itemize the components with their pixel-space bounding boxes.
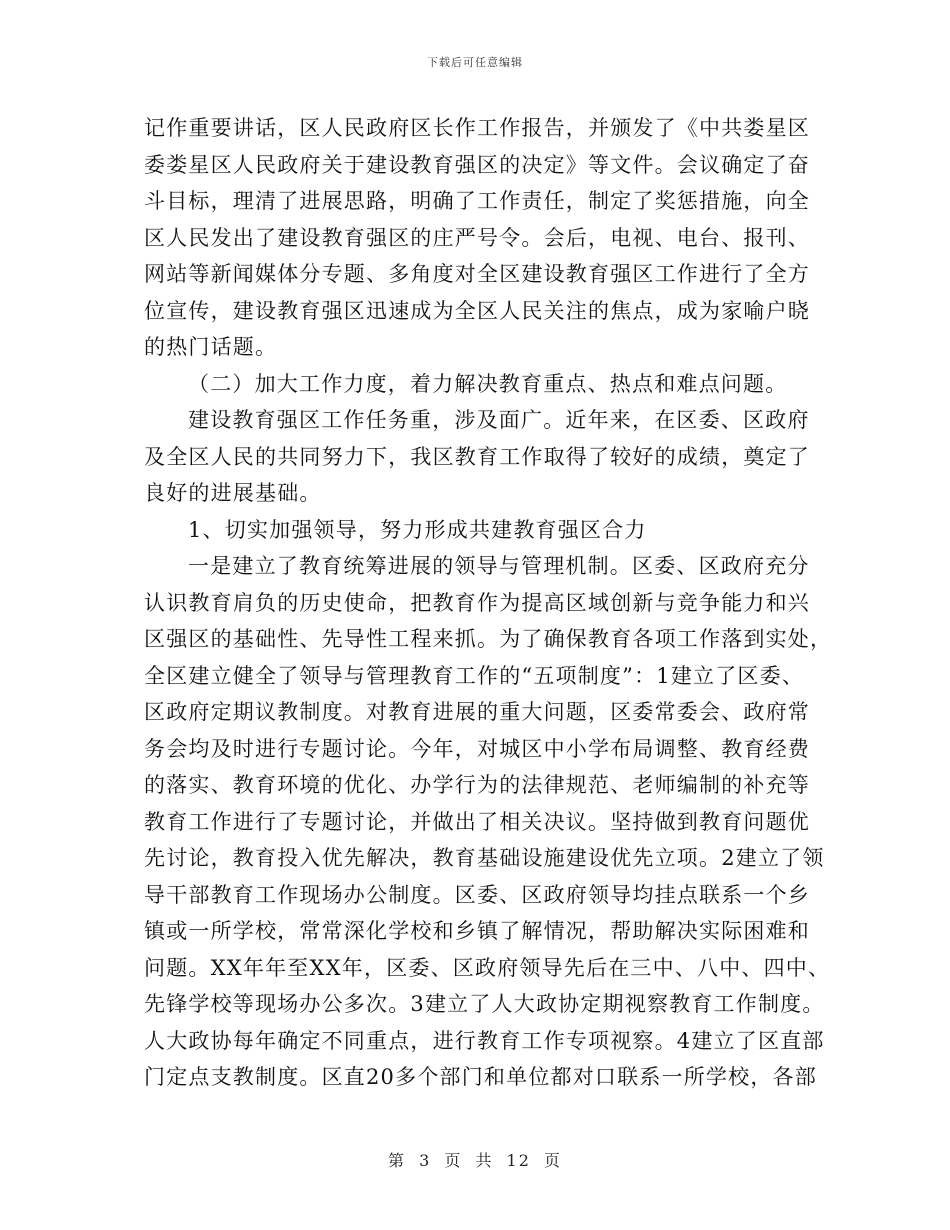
paragraph-line: 的落实、教育环境的优化、办学行为的法律规范、老师编制的补充等 <box>144 773 810 797</box>
paragraph-line: 先锋学校等现场办公多次。3建立了人大政协定期视察教育工作制度。 <box>144 992 825 1016</box>
paragraph-line: 门定点支教制度。区直20多个部门和单位都对口联系一所学校，各部 <box>144 1065 817 1089</box>
page-header: 下载后可任意编辑 <box>427 56 523 69</box>
paragraph-line: 人大政协每年确定不同重点，进行教育工作专项视察。4建立了区直部 <box>144 1028 825 1053</box>
paragraph-line: 务会均及时进行专题讨论。今年，对城区中小学布局调整、教育经费 <box>144 736 810 761</box>
paragraph-line: 区政府定期议教制度。对教育进展的重大问题，区委常委会、政府常 <box>144 700 810 724</box>
document-body <box>144 110 833 1096</box>
paragraph-line: 问题。XX年年至XX年，区委、区政府领导先后在三中、八中、四中、 <box>144 955 831 980</box>
paragraph-line: 及全区人民的共同努力下，我区教育工作取得了较好的成绩，奠定了 <box>144 444 810 469</box>
paragraph-line: 区人民发出了建设教育强区的庄严号令。会后，电视、电台、报刊、 <box>144 225 810 250</box>
paragraph-line: 全区建立健全了领导与管理教育工作的“五项制度”：1建立了区委、 <box>144 663 805 688</box>
paragraph-line: 教育工作进行了专题讨论，并做出了相关决议。坚持做到教育问题优 <box>144 809 810 834</box>
paragraph-line: 认识教育肩负的历史使命，把教育作为提高区域创新与竞争能力和兴 <box>144 590 810 615</box>
paragraph-line: 记作重要讲话，区人民政府区长作工作报告，并颁发了《中共娄星区 <box>144 116 810 140</box>
paragraph-line: 区强区的基础性、先导性工程来抓。为了确保教育各项工作落到实处， <box>144 627 833 651</box>
paragraph-line: 导干部教育工作现场办公制度。区委、区政府领导均挂点联系一个乡 <box>144 882 810 907</box>
section-heading: （二）加大工作力度，着力解决教育重点、热点和难点问题。 <box>188 371 788 396</box>
paragraph-line: 的热门话题。 <box>144 335 278 359</box>
paragraph-line: 建设教育强区工作任务重，涉及面广。近年来，在区委、区政府 <box>188 408 810 432</box>
paragraph-line: 委娄星区人民政府关于建设教育强区的决定》等文件。会议确定了奋 <box>144 152 810 177</box>
paragraph-line: 斗目标，理清了进展思路，明确了工作责任，制定了奖惩措施，向全 <box>144 189 810 213</box>
paragraph-line: 一是建立了教育统筹进展的领导与管理机制。区委、区政府充分 <box>188 554 810 578</box>
page-number: 第 3 页 共 12 页 <box>388 1151 562 1170</box>
paragraph-line: 良好的进展基础。 <box>144 481 322 505</box>
paragraph-line: 镇或一所学校，常常深化学校和乡镇了解情况，帮助解决实际困难和 <box>144 919 810 943</box>
paragraph-line: 先讨论，教育投入优先解决，教育基础设施建设优先立项。2建立了领 <box>144 846 825 870</box>
paragraph-line: 网站等新闻媒体分专题、多角度对全区建设教育强区工作进行了全方 <box>144 262 810 286</box>
paragraph-line: 位宣传，建设教育强区迅速成为全区人民关注的焦点，成为家喻户晓 <box>144 298 810 323</box>
subsection-heading: 1、切实加强领导，努力形成共建教育强区合力 <box>188 517 647 542</box>
